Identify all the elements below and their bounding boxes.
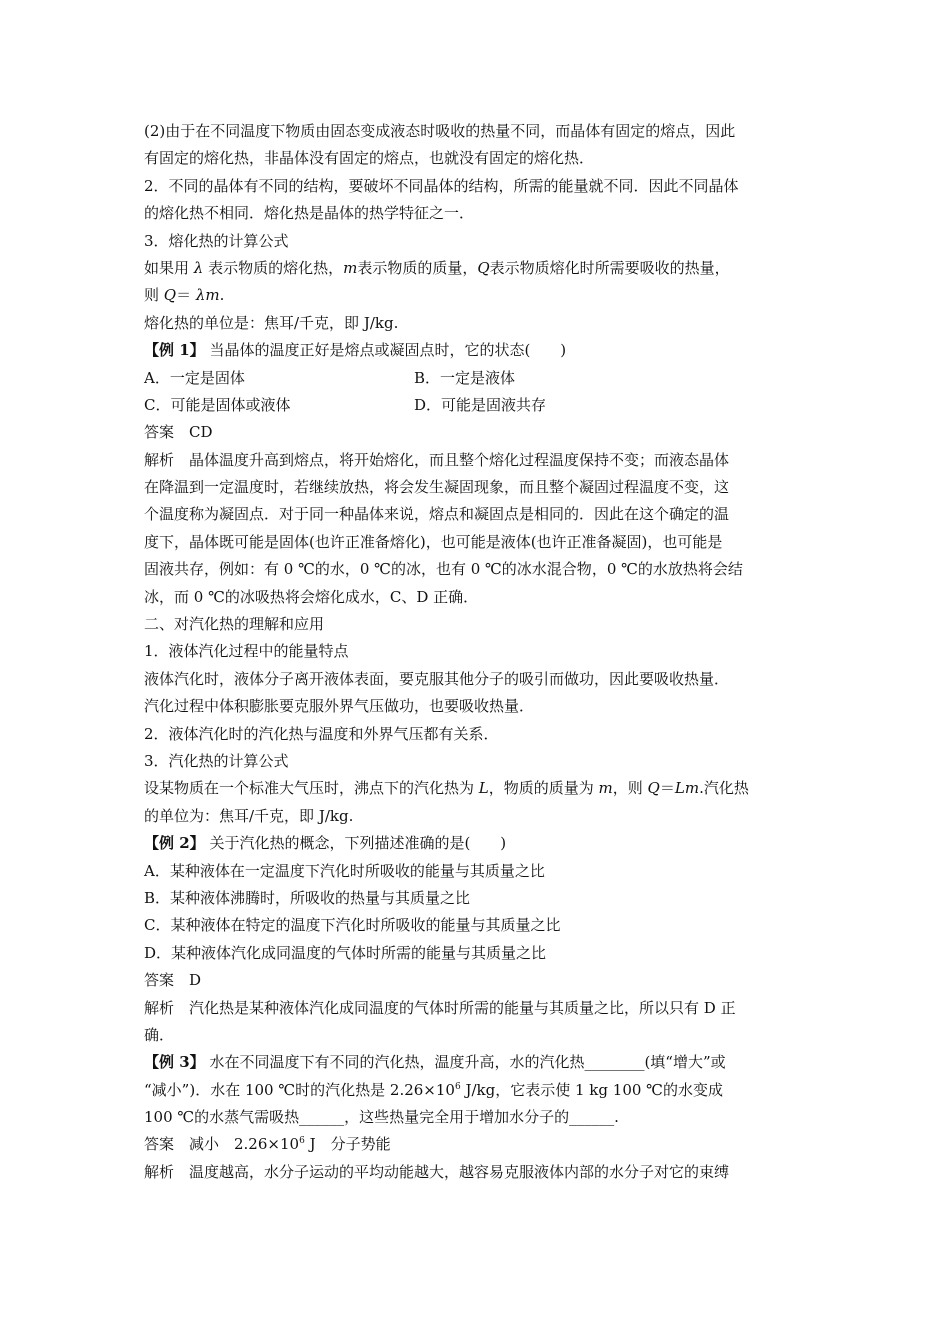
text-span: ＝ [659, 779, 675, 798]
explanation-line: 确． [144, 1025, 175, 1044]
text-span: ，物质的质量为 [488, 779, 599, 798]
text-span: 当晶体的温度正好是熔点或凝固点时，它的状态( ) [204, 341, 567, 360]
explanation-line: 解析 晶体温度升高到熔点，将开始熔化，而且整个熔化过程温度保持不变；而液态晶体 [144, 450, 730, 469]
example-2-question [144, 830, 812, 857]
text-span: 答案 减小 2.26×10 [144, 1135, 300, 1154]
symbol-m: m [343, 258, 358, 277]
subsection-heading: 3．汽化热的计算公式 [144, 751, 289, 770]
text-line: 汽化过程中体积膨胀要克服外界气压做功，也要吸收热量． [144, 697, 535, 716]
symbol-q: Q [163, 286, 177, 305]
text-span: .汽化热 [699, 779, 749, 798]
option-c: C．某种液体在特定的温度下汽化时所吸收的能量与其质量之比 [144, 916, 561, 935]
text-line: 液体汽化时，液体分子离开液体表面，要克服其他分子的吸引而做功，因此要吸收热量． [144, 669, 730, 688]
text-line [144, 255, 812, 282]
explanation-line: 冰，而 0 ℃的冰吸热将会熔化成水，C、D 正确． [144, 587, 479, 606]
text-span: 表示物质的质量， [357, 258, 478, 277]
text-line: (2)由于在不同温度下物质由固态变成液态时吸收的热量不同，而晶体有固定的熔点，因此 [144, 122, 736, 140]
text-line: 2．液体汽化时的汽化热与温度和外界气压都有关系． [144, 724, 499, 743]
text-line: 100 ℃的水蒸气需吸热______，这些热量完全用于增加水分子的______. [144, 1108, 619, 1127]
option-d: D．某种液体汽化成同温度的气体时所需的能量与其质量之比 [144, 943, 547, 962]
text-line [144, 1077, 812, 1104]
text-span: 表示物质熔化时所需要吸收的热量， [489, 258, 730, 277]
example-1-question [144, 337, 812, 364]
symbol-m: m [598, 779, 613, 798]
option-a: A．某种液体在一定温度下汽化时所吸收的能量与其质量之比 [144, 861, 545, 880]
example-3-question [144, 1049, 812, 1076]
text-span: “减小”)．水在 100 ℃时的汽化热是 2.26×10 [144, 1080, 455, 1099]
example-label: 【例 2】 [144, 834, 205, 853]
text-span: 如果用 [144, 258, 194, 277]
answer-line: 答案 D [144, 971, 202, 990]
exponent: 6 [454, 1081, 461, 1092]
explanation-line: 度下，晶体既可能是固体(也许正准备熔化)，也可能是液体(也许正准备凝固)，也可能是 [144, 532, 723, 551]
text-span: 表示物质的熔化热， [203, 258, 344, 277]
text-line: 2．不同的晶体有不同的结构，要破坏不同晶体的结构，所需的能量就不同．因此不同晶体 [144, 176, 739, 195]
text-span: . [219, 286, 225, 305]
options-row [144, 365, 812, 392]
section-heading: 二、对汽化热的理解和应用 [144, 615, 325, 634]
answer-line: 答案 CD [144, 423, 213, 442]
text-span: 关于汽化热的概念，下列描述准确的是( ) [204, 834, 507, 853]
text-span: 则 [144, 286, 164, 305]
symbol-lm: Lm [674, 779, 700, 798]
explanation-line: 在降温到一定温度时，若继续放热，将会发生凝固现象，而且整个凝固过程温度不变，这 [144, 478, 730, 497]
explanation-line: 解析 温度越高，水分子运动的平均动能越大，越容易克服液体内部的水分子对它的束缚 [144, 1162, 730, 1181]
formula-line [144, 282, 812, 309]
text-span: 设某物质在一个标准大气压时，沸点下的汽化热为 [144, 779, 479, 798]
option-c: C．可能是固体或液体 [144, 395, 291, 414]
explanation-line: 个温度称为凝固点．对于同一种晶体来说，熔点和凝固点是相同的．因此在这个确定的温 [144, 505, 730, 524]
exponent: 6 [299, 1136, 305, 1147]
option-b: B．一定是液体 [414, 368, 516, 387]
explanation-line: 解析 汽化热是某种液体汽化成同温度的气体时所需的能量与其质量之比，所以只有 D 正 [144, 998, 736, 1017]
subsection-heading: 1．液体汽化过程中的能量特点 [144, 642, 349, 661]
section-heading: 3．熔化热的计算公式 [144, 231, 289, 250]
answer-line [144, 1131, 812, 1158]
text-span: ，则 [612, 779, 648, 798]
text-line [144, 775, 812, 802]
example-label: 【例 3】 [144, 1053, 205, 1072]
options-row [144, 392, 812, 419]
explanation-line: 固液共存，例如：有 0 ℃的水，0 ℃的冰，也有 0 ℃的冰水混合物，0 ℃的水放热将会结 [144, 560, 743, 579]
text-line: 有固定的熔化热，非晶体没有固定的熔点，也就没有固定的熔化热． [144, 149, 595, 168]
option-a: A．一定是固体 [144, 368, 245, 387]
text-span: 水在不同温度下有不同的汽化热，温度升高，水的汽化热________(填“增大”或 [204, 1053, 726, 1072]
document-page [144, 118, 812, 1186]
symbol-l: L [478, 779, 489, 798]
text-span: J/kg，它表示使 1 kg 100 ℃的水变成 [460, 1080, 723, 1099]
text-line: 的单位为：焦耳/千克，即 J/kg. [144, 806, 354, 825]
text-span: ＝ [176, 286, 196, 305]
symbol-lambda: λ [193, 258, 204, 277]
option-d: D．可能是固液共存 [414, 395, 547, 414]
option-b: B．某种液体沸腾时，所吸收的热量与其质量之比 [144, 888, 471, 907]
text-span: J 分子势能 [304, 1135, 391, 1154]
text-line: 的熔化热不相同．熔化热是晶体的热学特征之一． [144, 204, 475, 223]
example-label: 【例 1】 [144, 341, 205, 360]
text-line: 熔化热的单位是：焦耳/千克，即 J/kg. [144, 313, 399, 332]
symbol-lambda-m: λm [195, 286, 220, 305]
symbol-q: Q [647, 779, 660, 798]
symbol-q: Q [477, 258, 490, 277]
